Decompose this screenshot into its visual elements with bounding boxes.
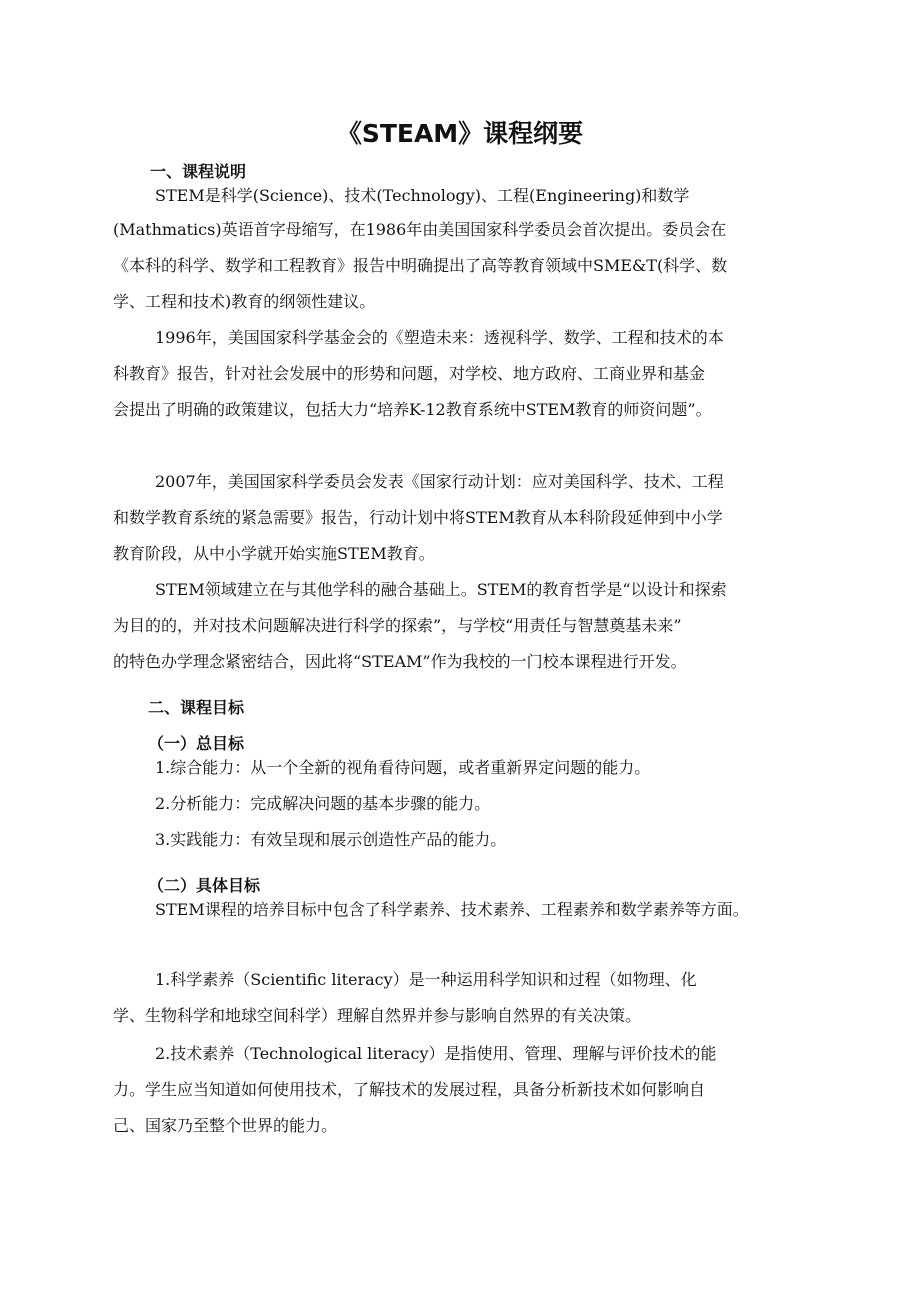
paragraph-line: 的特色办学理念紧密结合，因此将“STEAM”作为我校的一门校本课程进行开发。: [113, 652, 687, 671]
paragraph-line: 1996年，美国国家科学基金会的《塑造未来：透视科学、数学、工程和技术的本: [155, 328, 724, 347]
paragraph-line: 学、生物科学和地球空间科学）理解自然界并参与影响自然界的有关决策。: [113, 1006, 642, 1025]
paragraph-line: 和数学教育系统的紧急需要》报告，行动计划中将STEM教育从本科阶段延伸到中小学: [113, 508, 723, 527]
paragraph-line: 《本科的科学、数学和工程教育》报告中明确提出了高等教育领域中SME&T(科学、数: [113, 256, 728, 275]
goal-item: 3.实践能力：有效呈现和展示创造性产品的能力。: [155, 830, 507, 849]
goal-item: 1.综合能力：从一个全新的视角看待问题，或者重新界定问题的能力。: [155, 758, 651, 777]
goal-item: 2.分析能力：完成解决问题的基本步骤的能力。: [155, 794, 491, 813]
section-heading-course-description: 一、课程说明: [150, 162, 247, 181]
subsection-heading-specific-goals: （二）具体目标: [148, 876, 261, 895]
paragraph-line: 1.科学素养（Scientific literacy）是一种运用科学知识和过程（如物理、化: [155, 970, 697, 989]
paragraph-line: 学、工程和技术)教育的纲领性建议。: [113, 292, 376, 311]
subsection-heading-overall-goals: （一）总目标: [148, 734, 245, 753]
paragraph-line: STEM课程的培养目标中包含了科学素养、技术素养、工程素养和数学素养等方面。: [155, 900, 749, 919]
page-title: 《STEAM》课程纲要: [336, 119, 584, 148]
paragraph-line: (Mathmatics)英语首字母缩写，在1986年由美国国家科学委员会首次提出。委员会在: [113, 220, 727, 239]
paragraph-line: STEM领域建立在与其他学科的融合基础上。STEM的教育哲学是“以设计和探索: [155, 580, 727, 599]
paragraph-line: 科教育》报告，针对社会发展中的形势和问题，对学校、地方政府、工商业界和基金: [113, 364, 706, 383]
paragraph-line: 教育阶段，从中小学就开始实施STEM教育。: [113, 544, 435, 563]
section-heading-course-objectives: 二、课程目标: [148, 698, 245, 717]
paragraph-line: 力。学生应当知道如何使用技术，了解技术的发展过程，具备分析新技术如何影响自: [113, 1080, 706, 1099]
paragraph-line: 2.技术素养（Technological literacy）是指使用、管理、理解与评价技术的能: [155, 1044, 717, 1063]
paragraph-line: 会提出了明确的政策建议，包括大力“培养K-12教育系统中STEM教育的师资问题”。: [113, 400, 712, 419]
paragraph-line: STEM是科学(Science)、技术(Technology)、工程(Engineering)和数学: [155, 186, 690, 205]
paragraph-line: 2007年，美国国家科学委员会发表《国家行动计划：应对美国科学、技术、工程: [155, 472, 724, 491]
paragraph-line: 为目的的，并对技术问题解决进行科学的探索”，与学校“用责任与智慧奠基未来”: [113, 616, 682, 635]
paragraph-line: 己、国家乃至整个世界的能力。: [113, 1116, 338, 1135]
